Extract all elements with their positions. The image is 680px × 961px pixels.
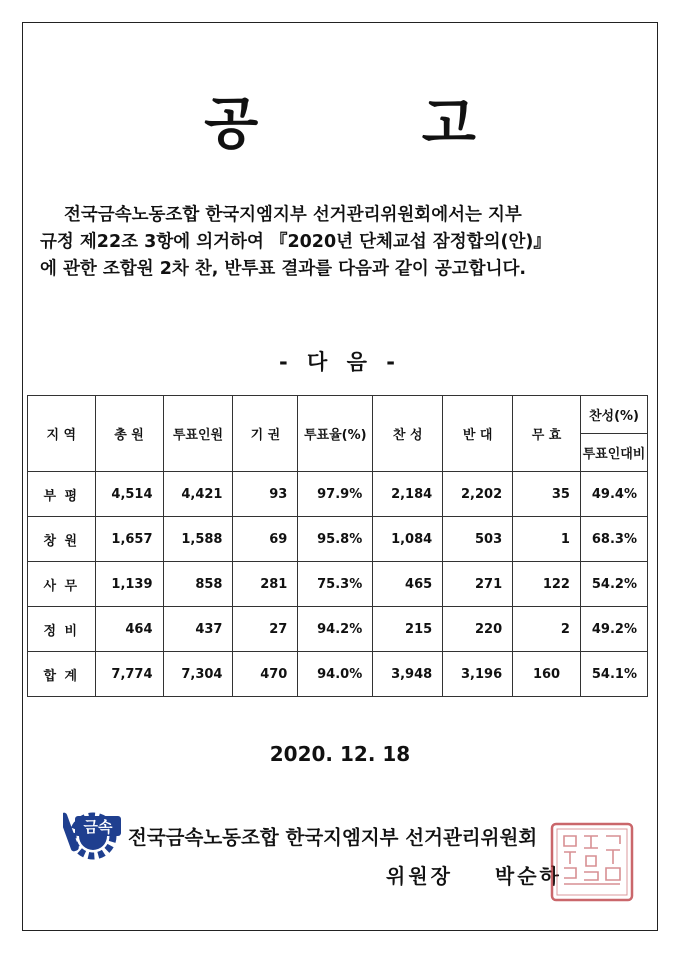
header-abstain: 기 권: [233, 396, 298, 472]
cell-total: 7,774: [95, 652, 163, 697]
cell-invalid: 35: [513, 472, 581, 517]
header-invalid: 무 효: [513, 396, 581, 472]
cell-yes: 2,184: [373, 472, 443, 517]
cell-yes: 465: [373, 562, 443, 607]
table-row: [28, 607, 648, 652]
cell-turnout: 97.9%: [298, 472, 373, 517]
chairperson-line: [386, 860, 562, 889]
header-yes: 찬 성: [373, 396, 443, 472]
cell-invalid: 160: [513, 652, 581, 697]
cell-region: 사 무: [28, 562, 96, 607]
cell-region: 합 계: [28, 652, 96, 697]
cell-abstain: 281: [233, 562, 298, 607]
cell-invalid: 122: [513, 562, 581, 607]
table-row: [28, 517, 648, 562]
cell-region: 부 평: [28, 472, 96, 517]
svg-text:금속: 금속: [83, 818, 113, 836]
notice-title: 공 고: [204, 92, 548, 157]
cell-no: 271: [443, 562, 513, 607]
header-region: 지 역: [28, 396, 96, 472]
cell-turnout: 94.2%: [298, 607, 373, 652]
header-voters: 투표인원: [163, 396, 233, 472]
cell-approval: 49.2%: [580, 607, 647, 652]
vote-results-table: [27, 395, 648, 697]
chair-name: 박순하: [494, 864, 562, 888]
cell-voters: 7,304: [163, 652, 233, 697]
cell-total: 4,514: [95, 472, 163, 517]
table-row: [28, 472, 648, 517]
header-approval-sub: 투표인대비: [580, 434, 647, 472]
cell-total: 1,139: [95, 562, 163, 607]
cell-abstain: 93: [233, 472, 298, 517]
official-seal-stamp: [548, 820, 636, 904]
cell-total: 464: [95, 607, 163, 652]
body-line: 전국금속노동조합 한국지엠지부 선거관리위원회에서는 지부: [64, 205, 522, 225]
cell-approval: 54.2%: [580, 562, 647, 607]
cell-voters: 858: [163, 562, 233, 607]
cell-total: 1,657: [95, 517, 163, 562]
cell-approval: 54.1%: [580, 652, 647, 697]
union-logo: [63, 802, 127, 862]
cell-no: 220: [443, 607, 513, 652]
header-approval: 찬성(%): [580, 396, 647, 434]
cell-yes: 3,948: [373, 652, 443, 697]
cell-turnout: 75.3%: [298, 562, 373, 607]
cell-approval: 49.4%: [580, 472, 647, 517]
cell-voters: 4,421: [163, 472, 233, 517]
header-total: 총 원: [95, 396, 163, 472]
cell-abstain: 27: [233, 607, 298, 652]
subheading: - 다 음 -: [279, 350, 401, 374]
cell-invalid: 2: [513, 607, 581, 652]
cell-voters: 437: [163, 607, 233, 652]
table-row-total: [28, 652, 648, 697]
chair-title: 위원장: [386, 864, 453, 888]
cell-yes: 215: [373, 607, 443, 652]
cell-voters: 1,588: [163, 517, 233, 562]
cell-no: 2,202: [443, 472, 513, 517]
cell-turnout: 94.0%: [298, 652, 373, 697]
body-line: 규정 제22조 3항에 의거하여 『2020년 단체교섭 잠정합의(안)』: [40, 232, 551, 252]
cell-invalid: 1: [513, 517, 581, 562]
notice-date: 2020. 12. 18: [269, 742, 411, 766]
table-row: [28, 562, 648, 607]
cell-approval: 68.3%: [580, 517, 647, 562]
cell-region: 창 원: [28, 517, 96, 562]
cell-region: 정 비: [28, 607, 96, 652]
organization-name: 전국금속노동조합 한국지엠지부 선거관리위원회: [128, 826, 538, 849]
cell-abstain: 470: [233, 652, 298, 697]
cell-no: 3,196: [443, 652, 513, 697]
cell-no: 503: [443, 517, 513, 562]
header-no: 반 대: [443, 396, 513, 472]
header-turnout: 투표율(%): [298, 396, 373, 472]
body-line: 에 관한 조합원 2차 찬, 반투표 결과를 다음과 같이 공고합니다.: [40, 259, 527, 279]
notice-body: [40, 202, 650, 283]
cell-yes: 1,084: [373, 517, 443, 562]
cell-abstain: 69: [233, 517, 298, 562]
cell-turnout: 95.8%: [298, 517, 373, 562]
